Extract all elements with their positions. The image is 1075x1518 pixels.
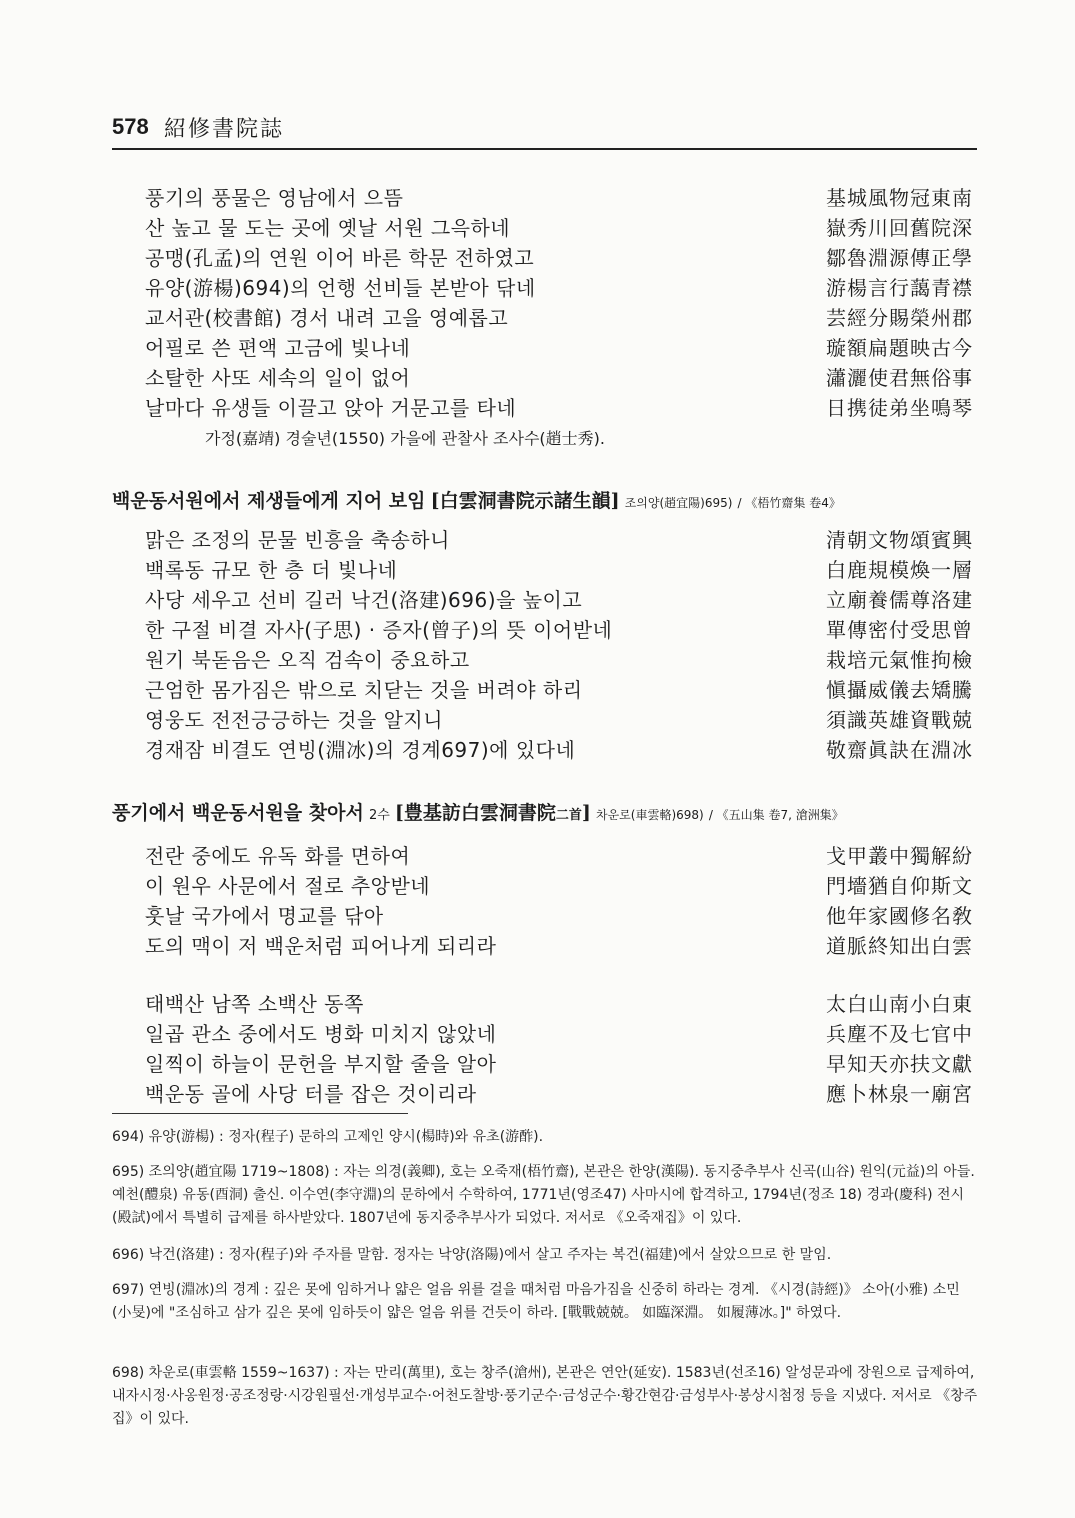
heading-count: 2수 (368, 808, 390, 823)
korean-verse: 풍기의 풍물은 영남에서 으뜸 (145, 186, 404, 210)
korean-verse: 훗날 국가에서 명교를 닦아 (145, 904, 384, 928)
chinese-verse: 道脈終知出白雲 (826, 934, 973, 958)
korean-verse: 근엄한 몸가짐은 밖으로 치닫는 것을 버려야 하리 (145, 678, 583, 702)
poem-attribution: 가정(嘉靖) 경술년(1550) 가을에 관찰사 조사수(趙士秀). (205, 429, 605, 448)
korean-verse: 산 높고 물 도는 곳에 옛날 서원 그윽하네 (145, 216, 511, 240)
poem-line (0, 242, 1075, 272)
chinese-verse: 瀟灑使君無俗事 (826, 366, 973, 390)
heading-source: / 《五山集 卷7, 滄洲集》 (708, 808, 844, 822)
korean-verse: 영웅도 전전긍긍하는 것을 알지니 (145, 708, 444, 732)
poem-line (0, 362, 1075, 392)
korean-verse: 유양(游楊)694)의 언행 선비들 본받아 닦네 (145, 276, 536, 300)
heading-chinese (395, 802, 591, 824)
page-header (112, 112, 977, 150)
chinese-verse: 栽培元氣惟拘檢 (826, 648, 973, 672)
poem-line (0, 332, 1075, 362)
poem-line (0, 272, 1075, 302)
korean-verse: 날마다 유생들 이끌고 앉아 거문고를 타네 (145, 396, 517, 420)
poem-line (0, 988, 1075, 1018)
footnote-number: 697) (112, 1282, 145, 1298)
chinese-verse: 太白山南小白東 (826, 992, 973, 1016)
poem-line (0, 392, 1075, 422)
chinese-verse: 他年家國修名敎 (826, 904, 973, 928)
poem-line (0, 704, 1075, 734)
korean-verse: 사당 세우고 선비 길러 낙건(洛建)696)을 높이고 (145, 588, 583, 612)
chinese-verse: 白鹿規模煥一層 (826, 558, 973, 582)
poem-2-heading (112, 486, 841, 513)
footnote-text: 조의양(趙宜陽 1719~1808) : 자는 의경(義卿), 호는 오죽재(梧竹齋), 본관은 한양(漢陽). 동지중추부사 신곡(山谷) 원익(元益)의 아들. 예천(醴泉) 유동(酉洞) 출신. 이수연(李守淵)의 문하에서 수학하여, 1771년(영조47) 사마시에 합격하고, 1794년(정조 18) 경과(慶科) 전시(殿試)에서 특별히 급제를 하사받았다. 1807년에 동지중추부사가 되었다. 저서로 《오죽재집》이 있다. (112, 1164, 975, 1226)
poem-line (0, 182, 1075, 212)
chinese-verse: 游楊言行藹青襟 (826, 276, 973, 300)
korean-verse: 한 구절 비결 자사(子思) · 증자(曾子)의 뜻 이어받네 (145, 618, 613, 642)
heading-chinese-small: 二首 (555, 808, 582, 823)
footnote-694 (112, 1126, 978, 1149)
chinese-verse: 愼攝威儀去矯騰 (826, 678, 973, 702)
poem-3-heading (112, 798, 844, 825)
korean-verse: 이 원우 사문에서 절로 추앙받네 (145, 874, 431, 898)
poem-line (0, 302, 1075, 332)
footnote-text: 낙건(洛建) : 정자(程子)와 주자를 말함. 정자는 낙양(洛陽)에서 살고 주자는 복건(福建)에서 살았으므로 한 말임. (148, 1247, 832, 1263)
poem-line (0, 840, 1075, 870)
chinese-verse: 須識英雄資戰兢 (826, 708, 973, 732)
chinese-verse: 戈甲叢中獨解紛 (826, 844, 973, 868)
poem-line (0, 930, 1075, 960)
footnote-divider (112, 1113, 408, 1114)
chinese-verse: 單傳密付受思曾 (826, 618, 973, 642)
footnote-number: 698) (112, 1365, 145, 1381)
korean-verse: 경재잠 비결도 연빙(淵冰)의 경계697)에 있다네 (145, 738, 576, 762)
heading-korean: 백운동서원에서 제생들에게 지어 보임 (112, 490, 426, 512)
chinese-verse: 基城風物冠東南 (826, 186, 973, 210)
poem-line (0, 1078, 1075, 1108)
chinese-verse: 兵塵不及七官中 (826, 1022, 973, 1046)
chinese-verse: 應卜林泉一廟宮 (826, 1082, 973, 1106)
footnote-697 (112, 1279, 978, 1325)
chinese-verse: 日携徒弟坐鳴琴 (826, 396, 973, 420)
footnote-696 (112, 1244, 978, 1267)
korean-verse: 일찍이 하늘이 문헌을 부지할 줄을 알아 (145, 1052, 497, 1076)
footnote-number: 694) (112, 1129, 145, 1145)
korean-verse: 어필로 쓴 편액 고금에 빛나네 (145, 336, 411, 360)
poem-line (0, 870, 1075, 900)
poem-line (0, 584, 1075, 614)
poem-line (0, 644, 1075, 674)
heading-korean: 풍기에서 백운동서원을 찾아서 (112, 802, 364, 824)
poem-line (0, 212, 1075, 242)
footnote-695 (112, 1161, 978, 1230)
poem-line (0, 900, 1075, 930)
chinese-verse: 璇額扁題映古今 (826, 336, 973, 360)
chinese-verse: 敬齋眞訣在淵冰 (826, 738, 973, 762)
heading-chinese-main: [豊基訪白雲洞書院 (394, 802, 556, 824)
poem-line (0, 734, 1075, 764)
heading-author: 차운로(車雲輅)698) (595, 808, 704, 822)
chinese-verse: 門墻猶自仰斯文 (826, 874, 973, 898)
korean-verse: 교서관(校書館) 경서 내려 고을 영예롭고 (145, 306, 509, 330)
korean-verse: 태백산 남쪽 소백산 동쪽 (145, 992, 364, 1016)
chinese-verse: 清朝文物頌賓興 (826, 528, 973, 552)
chinese-verse: 鄒魯淵源傳正學 (826, 246, 973, 270)
chinese-verse: 嶽秀川回舊院深 (826, 216, 973, 240)
poem-line (0, 1048, 1075, 1078)
footnote-text: 차운로(車雲輅 1559~1637) : 자는 만리(萬里), 호는 창주(滄州), 본관은 연안(延安). 1583년(선조16) 알성문과에 장원으로 급제하여, 내자시정·사옹원정·공조정랑·시강원필선·개성부교수·어천도찰방·풍기군수·금성군수·황간현감·금성부사·봉상시첨정 등을 지냈다. 저서로 《창주집》이 있다. (112, 1365, 978, 1427)
footnote-text: 유양(游楊) : 정자(程子) 문하의 고제인 양시(楊時)와 유초(游酢). (148, 1129, 544, 1145)
poem-line (0, 554, 1075, 584)
poem-line (0, 1018, 1075, 1048)
poem-line (0, 524, 1075, 554)
korean-verse: 소탈한 사또 세속의 일이 없어 (145, 366, 411, 390)
chinese-verse: 早知天亦扶文獻 (826, 1052, 973, 1076)
footnote-text: 연빙(淵冰)의 경계 : 깊은 못에 임하거나 얇은 얼음 위를 걸을 때처럼 마음가짐을 신중히 하라는 경계. 《시경(詩經)》 소아(小雅) 소민(小旻)에 "조심하고 삼가 깊은 못에 임하듯이 얇은 얼음 위를 건듯이 하라. [戰戰兢兢。 如臨深淵。 如履薄冰。]" 하였다. (112, 1282, 960, 1321)
heading-chinese-close: ] (581, 802, 591, 824)
heading-source: / 《梧竹齋集 卷4》 (737, 496, 841, 510)
footnote-number: 696) (112, 1247, 145, 1263)
poem-line (0, 674, 1075, 704)
footnote-698 (112, 1362, 978, 1431)
korean-verse: 원기 북돋음은 오직 검속이 중요하고 (145, 648, 470, 672)
heading-chinese: [白雲洞書院示諸生韻] (430, 490, 620, 512)
korean-verse: 맑은 조정의 문물 빈흥을 축송하니 (145, 528, 450, 552)
poem-line (0, 614, 1075, 644)
korean-verse: 백운동 골에 사당 터를 잡은 것이리라 (145, 1082, 477, 1106)
chinese-verse: 立廟養儒尊洛建 (826, 588, 973, 612)
korean-verse: 공맹(孔孟)의 연원 이어 바른 학문 전하였고 (145, 246, 535, 270)
chinese-verse: 芸經分賜榮州郡 (826, 306, 973, 330)
korean-verse: 도의 맥이 저 백운처럼 피어나게 되리라 (145, 934, 497, 958)
book-title: 紹修書院誌 (164, 117, 285, 142)
footnote-number: 695) (112, 1164, 145, 1180)
page-number: 578 (112, 114, 149, 139)
korean-verse: 전란 중에도 유독 화를 면하여 (145, 844, 411, 868)
korean-verse: 일곱 관소 중에서도 병화 미치지 않았네 (145, 1022, 497, 1046)
heading-author: 조의양(趙宜陽)695) (624, 496, 733, 510)
korean-verse: 백록동 규모 한 층 더 빛나네 (145, 558, 398, 582)
